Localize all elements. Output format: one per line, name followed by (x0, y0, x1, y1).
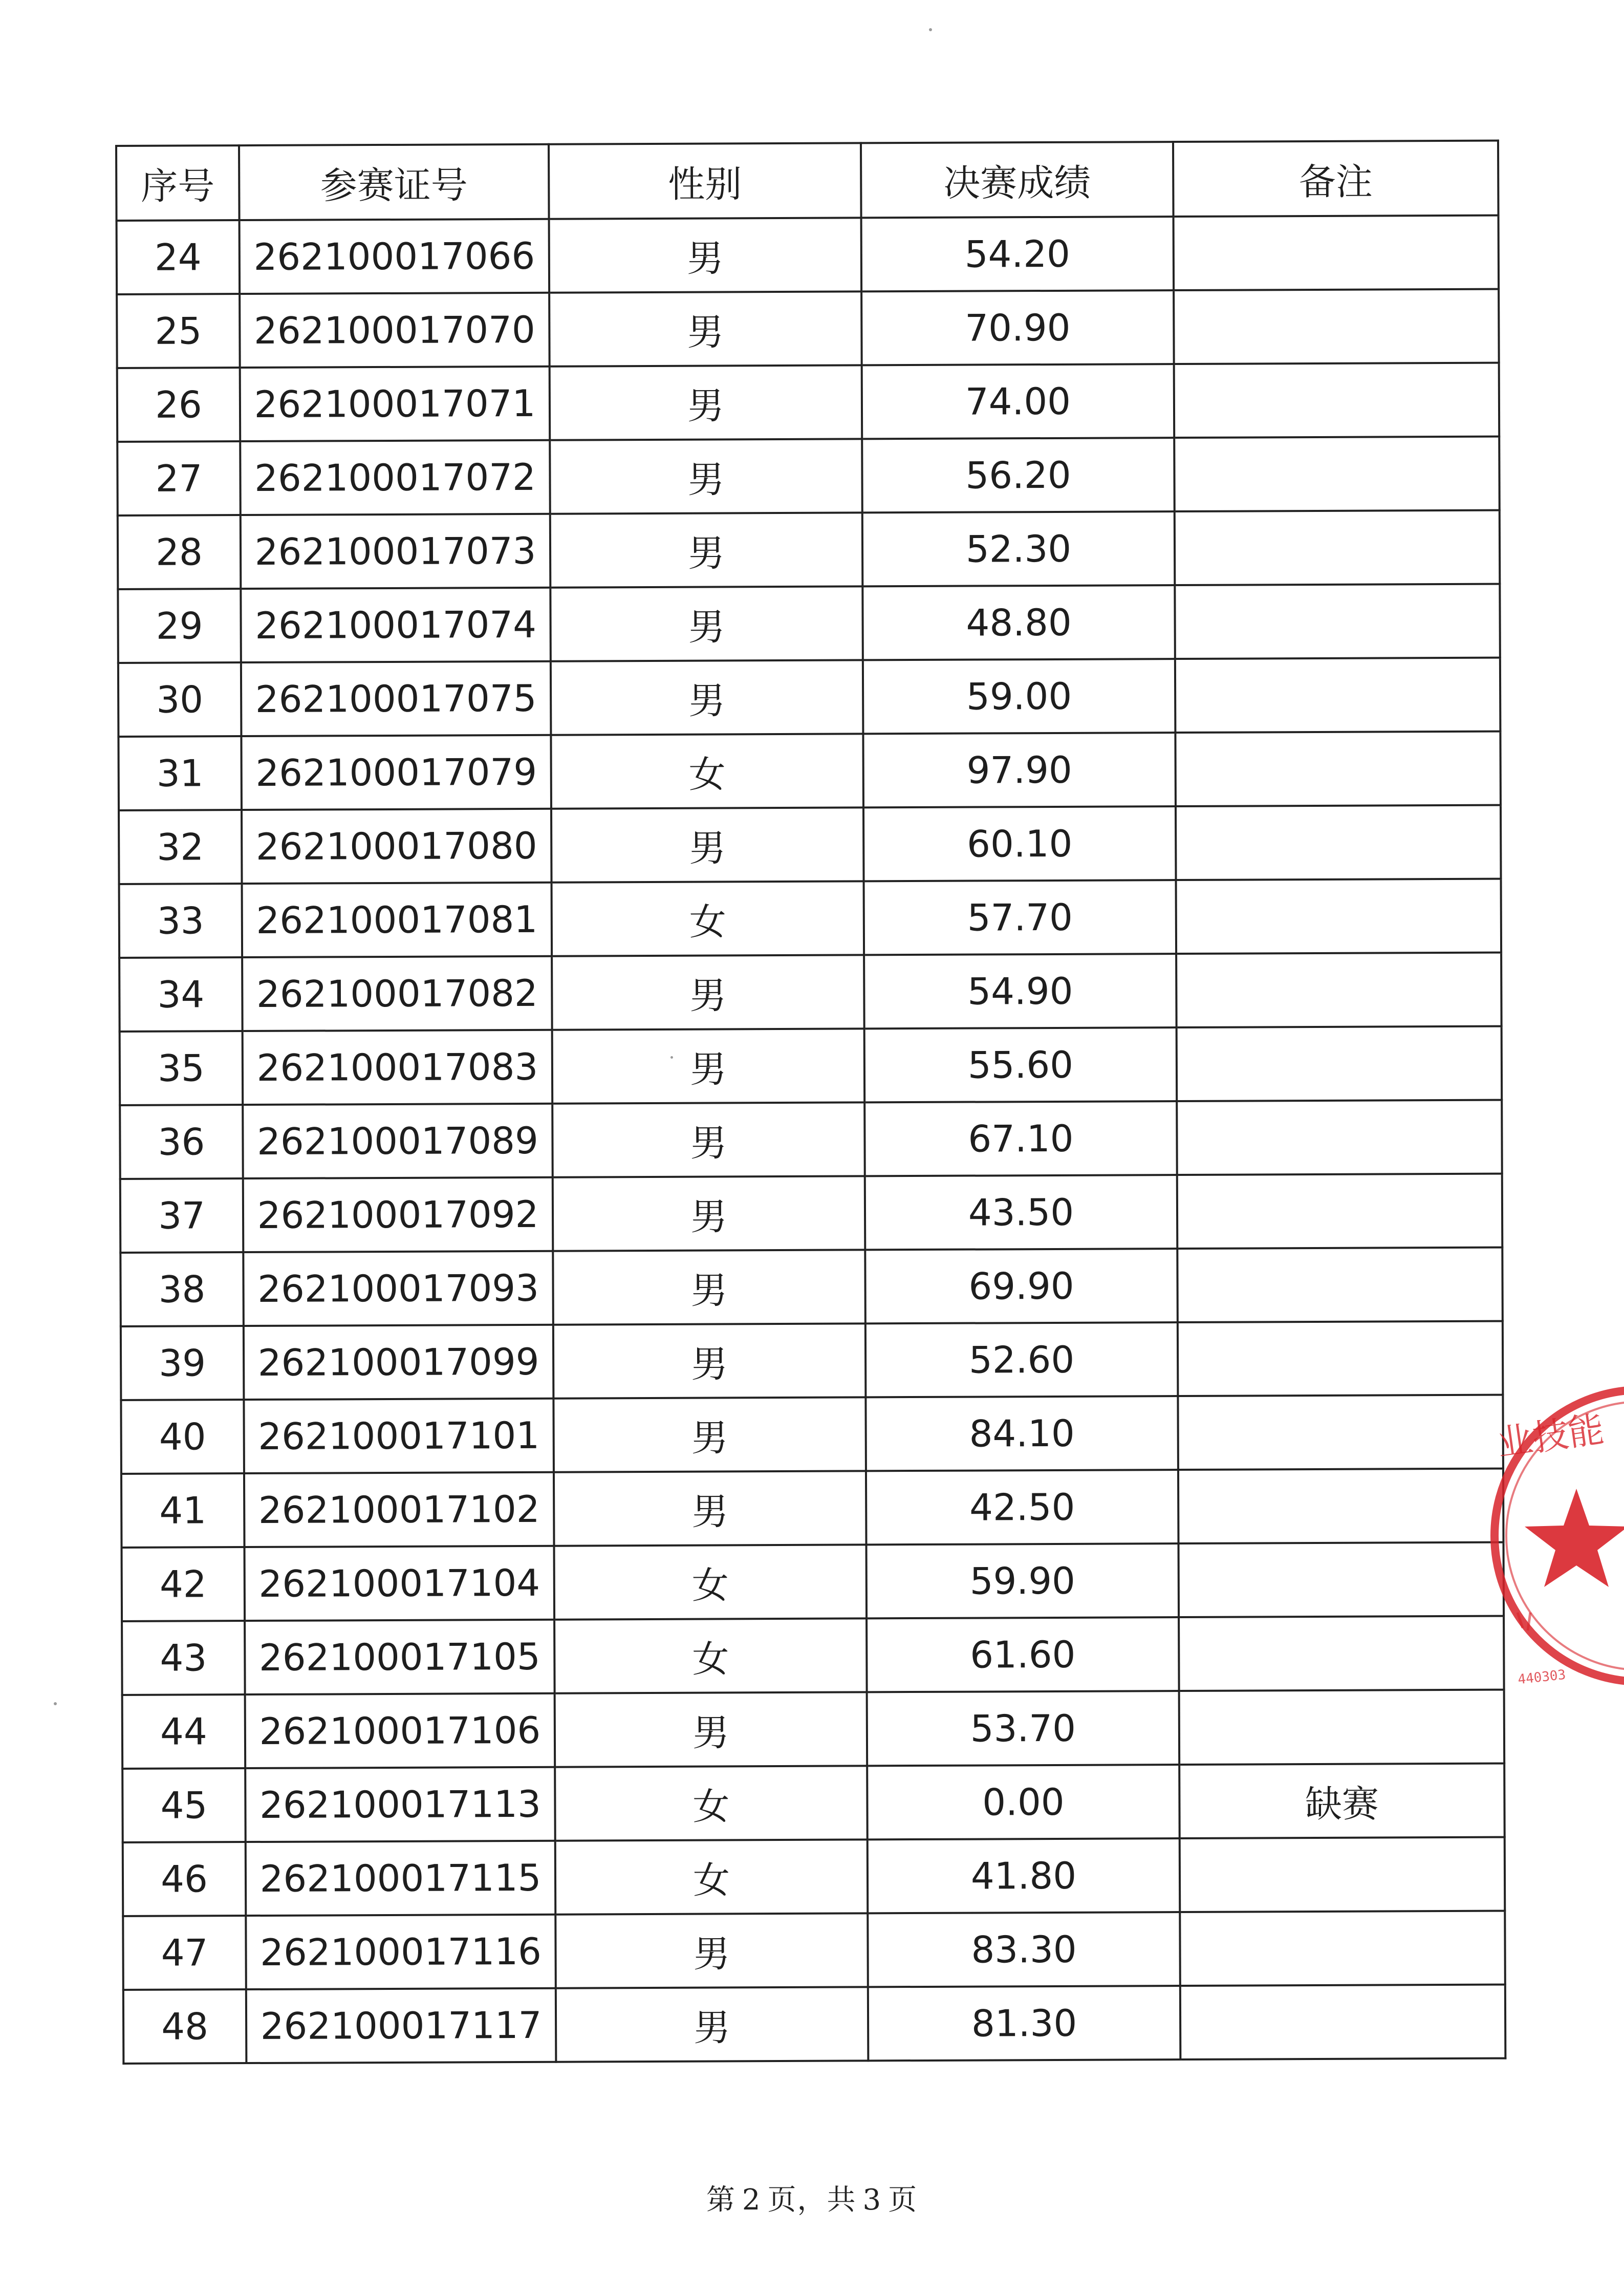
header-final-score: 决赛成绩 (861, 142, 1174, 218)
cell-gender: 女 (554, 1544, 867, 1619)
table-row (119, 805, 1501, 884)
seal-star-icon (1525, 1489, 1624, 1587)
cell-gender: 男 (551, 660, 863, 735)
table-row (117, 437, 1500, 516)
table-row (117, 216, 1499, 294)
cell-gender: 女 (551, 734, 863, 808)
cell-serial-number: 28 (118, 515, 241, 589)
table-row (118, 732, 1501, 810)
table-row (122, 1690, 1505, 1769)
cell-final-score: 83.30 (868, 1912, 1180, 1987)
page-footer (0, 2177, 1624, 2218)
table-row (122, 1616, 1504, 1695)
cell-entry-id: 262100017066 (240, 219, 550, 294)
results-table (115, 140, 1506, 2065)
cell-serial-number: 24 (117, 220, 240, 294)
cell-serial-number: 32 (119, 810, 242, 884)
cell-gender: 男 (549, 291, 862, 366)
cell-remarks (1180, 1985, 1506, 2059)
cell-entry-id: 262100017081 (242, 883, 552, 957)
cell-entry-id: 262100017080 (242, 809, 552, 884)
cell-gender: 女 (554, 1618, 867, 1693)
cell-final-score: 53.70 (867, 1691, 1180, 1766)
cell-entry-id: 262100017113 (245, 1767, 555, 1842)
cell-gender: 女 (552, 881, 864, 956)
cell-remarks (1179, 1616, 1504, 1691)
cell-final-score: 60.10 (863, 806, 1176, 881)
cell-serial-number: 30 (118, 662, 242, 737)
cell-remarks (1178, 1395, 1503, 1470)
table-row (119, 953, 1502, 1032)
table-row (118, 510, 1500, 589)
cell-serial-number: 45 (122, 1768, 246, 1842)
cell-serial-number: 42 (122, 1547, 245, 1621)
table-row (120, 1100, 1502, 1179)
cell-remarks (1176, 953, 1502, 1027)
cell-final-score: 57.70 (864, 880, 1177, 955)
footer-page-number: 2 (742, 2183, 762, 2217)
cell-remarks (1177, 1100, 1502, 1175)
cell-entry-id: 262100017117 (246, 1988, 556, 2063)
cell-gender: 男 (550, 512, 863, 587)
table-row (121, 1321, 1503, 1400)
table-row (123, 1837, 1505, 1916)
cell-entry-id: 262100017073 (241, 514, 551, 589)
table-row (118, 584, 1500, 663)
cell-final-score: 74.00 (862, 364, 1175, 439)
table-row (119, 879, 1502, 958)
cell-serial-number: 47 (123, 1916, 246, 1990)
cell-remarks: 缺赛 (1179, 1764, 1505, 1838)
table-row (117, 363, 1500, 442)
cell-remarks (1177, 1248, 1503, 1322)
table-row (121, 1395, 1503, 1474)
footer-middle: 页，共 (767, 2183, 857, 2217)
cell-final-score: 42.50 (866, 1470, 1179, 1544)
cell-entry-id: 262100017079 (241, 735, 551, 810)
header-gender: 性别 (549, 143, 861, 219)
cell-gender: 男 (553, 1176, 865, 1251)
cell-entry-id: 262100017082 (242, 956, 552, 1031)
cell-remarks (1175, 658, 1501, 733)
cell-remarks (1175, 732, 1501, 806)
cell-serial-number: 35 (120, 1031, 243, 1105)
cell-gender: 男 (549, 218, 862, 292)
cell-final-score: 41.80 (868, 1838, 1180, 1913)
cell-entry-id: 262100017101 (244, 1399, 554, 1473)
cell-serial-number: 26 (117, 368, 241, 442)
cell-entry-id: 262100017074 (241, 588, 551, 662)
scan-speck (54, 1702, 57, 1705)
cell-serial-number: 48 (123, 1989, 247, 2064)
scan-speck (670, 1056, 673, 1059)
table-row (123, 1911, 1505, 1990)
cell-remarks (1175, 510, 1500, 585)
table-header-row (116, 141, 1499, 221)
table-row (120, 1174, 1503, 1253)
cell-serial-number: 25 (117, 294, 240, 368)
cell-entry-id: 262100017115 (246, 1841, 556, 1916)
cell-gender: 男 (550, 365, 862, 440)
table-row (120, 1026, 1502, 1105)
table-row (117, 289, 1499, 368)
cell-final-score: 54.20 (861, 217, 1174, 291)
cell-remarks (1174, 437, 1500, 511)
cell-entry-id: 262100017116 (246, 1915, 556, 1989)
cell-final-score: 48.80 (862, 585, 1175, 660)
cell-serial-number: 40 (121, 1400, 244, 1474)
cell-remarks (1174, 363, 1500, 438)
cell-gender: 男 (553, 1397, 866, 1472)
header-entry-id: 参赛证号 (239, 144, 549, 220)
seal-graphic (1487, 1372, 1624, 1700)
cell-final-score: 52.30 (862, 511, 1175, 586)
cell-entry-id: 262100017083 (243, 1030, 553, 1105)
cell-final-score: 97.90 (863, 733, 1176, 807)
cell-serial-number: 38 (120, 1252, 244, 1326)
cell-final-score: 70.90 (861, 290, 1174, 365)
cell-serial-number: 31 (118, 736, 242, 810)
cell-entry-id: 262100017070 (240, 293, 550, 368)
cell-final-score: 43.50 (865, 1175, 1178, 1250)
cell-entry-id: 262100017072 (240, 440, 550, 515)
seal-text: 业技能 (1494, 1408, 1607, 1465)
cell-serial-number: 37 (120, 1178, 244, 1253)
table-row (123, 1985, 1506, 2064)
cell-entry-id: 262100017071 (240, 367, 550, 441)
cell-gender: 男 (552, 955, 864, 1029)
cell-final-score: 67.10 (864, 1101, 1177, 1176)
cell-remarks (1180, 1911, 1505, 1986)
cell-final-score: 59.00 (863, 659, 1176, 734)
cell-gender: 男 (551, 807, 864, 882)
table-row (120, 1248, 1503, 1326)
cell-gender: 男 (550, 439, 862, 513)
cell-remarks (1180, 1837, 1505, 1912)
table-row (122, 1542, 1504, 1621)
cell-gender: 男 (553, 1323, 866, 1398)
scan-speck (929, 28, 932, 31)
cell-serial-number: 41 (121, 1473, 245, 1548)
cell-gender: 女 (555, 1839, 868, 1914)
footer-suffix: 页 (888, 2183, 918, 2217)
cell-gender: 男 (550, 586, 863, 661)
cell-entry-id: 262100017105 (245, 1620, 555, 1694)
cell-serial-number: 34 (119, 957, 243, 1032)
cell-gender: 男 (555, 1913, 868, 1988)
cell-gender: 男 (554, 1471, 867, 1546)
official-seal (1487, 1372, 1624, 1700)
table-row (118, 658, 1501, 737)
cell-remarks (1179, 1690, 1505, 1765)
cell-gender: 女 (555, 1766, 868, 1840)
table-body (117, 216, 1506, 2064)
cell-entry-id: 262100017075 (241, 661, 551, 736)
cell-serial-number: 44 (122, 1694, 246, 1769)
cell-entry-id: 262100017104 (245, 1546, 555, 1621)
cell-serial-number: 33 (119, 884, 243, 958)
cell-entry-id: 262100017093 (243, 1251, 553, 1326)
cell-remarks (1179, 1542, 1504, 1617)
cell-remarks (1178, 1321, 1503, 1396)
header-serial-number: 序号 (116, 145, 240, 221)
cell-gender: 男 (556, 1987, 869, 2062)
cell-final-score: 81.30 (868, 1986, 1181, 2061)
table-row (121, 1469, 1504, 1548)
footer-prefix: 第 (706, 2183, 736, 2217)
cell-serial-number: 46 (123, 1842, 246, 1916)
footer-total-pages: 3 (862, 2183, 882, 2217)
header-remarks: 备注 (1173, 141, 1499, 217)
cell-gender: 男 (553, 1250, 865, 1324)
cell-entry-id: 262100017092 (243, 1177, 553, 1252)
cell-remarks (1177, 1174, 1503, 1249)
cell-final-score: 69.90 (865, 1249, 1178, 1323)
cell-entry-id: 262100017106 (245, 1693, 555, 1768)
cell-remarks (1175, 584, 1500, 659)
cell-serial-number: 39 (121, 1326, 244, 1400)
cell-remarks (1174, 216, 1499, 290)
cell-serial-number: 27 (117, 441, 241, 516)
cell-entry-id: 262100017089 (243, 1104, 553, 1178)
cell-final-score: 84.10 (865, 1396, 1178, 1471)
cell-remarks (1177, 1026, 1502, 1101)
cell-remarks (1178, 1469, 1504, 1543)
cell-entry-id: 262100017102 (244, 1472, 554, 1547)
cell-remarks (1174, 289, 1499, 364)
cell-final-score: 61.60 (867, 1617, 1179, 1692)
cell-remarks (1176, 805, 1501, 880)
cell-serial-number: 43 (122, 1621, 245, 1695)
table-row (122, 1764, 1505, 1842)
cell-entry-id: 262100017099 (244, 1325, 554, 1400)
cell-serial-number: 36 (120, 1105, 243, 1179)
cell-final-score: 0.00 (867, 1765, 1180, 1839)
cell-final-score: 59.90 (867, 1543, 1179, 1618)
cell-final-score: 52.60 (865, 1322, 1178, 1397)
seal-serial: 440303 (1517, 1667, 1567, 1688)
cell-final-score: 56.20 (862, 438, 1175, 512)
cell-gender: 男 (555, 1692, 868, 1767)
cell-final-score: 55.60 (864, 1027, 1177, 1102)
cell-remarks (1176, 879, 1502, 954)
cell-gender: 男 (552, 1028, 865, 1103)
cell-final-score: 54.90 (864, 954, 1177, 1028)
cell-gender: 男 (552, 1102, 865, 1177)
cell-serial-number: 29 (118, 589, 241, 663)
